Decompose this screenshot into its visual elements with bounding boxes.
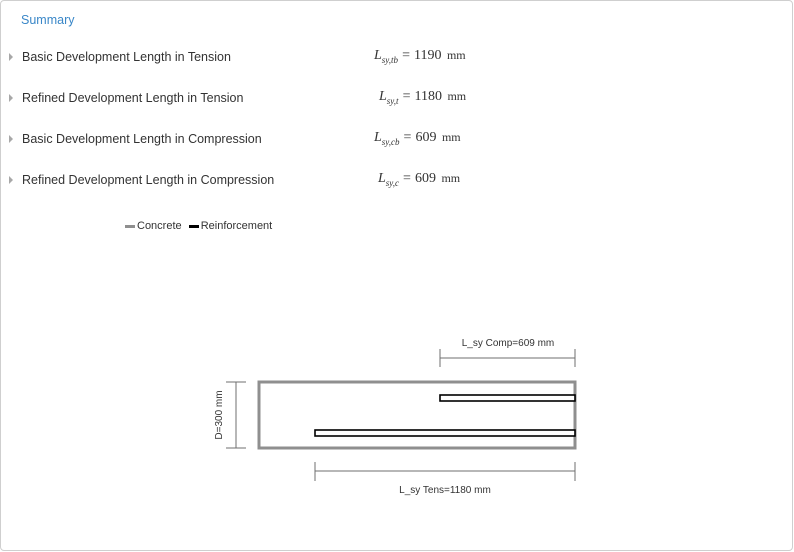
formula-unit: mm <box>447 89 467 103</box>
formula-unit: mm <box>441 130 461 144</box>
compression-length-label: L_sy Comp=609 mm <box>461 338 555 349</box>
legend-label: Reinforcement <box>200 220 273 232</box>
tension-bar <box>315 430 575 436</box>
formula-symbol: L <box>379 89 387 104</box>
legend-label: Concrete <box>137 220 182 232</box>
formula-subscript: sy,cb <box>381 136 400 147</box>
formula-symbol: L <box>378 171 386 186</box>
row-formula: $L_{sy,c} = 609$ mm <box>378 171 461 188</box>
row-formula: $L_{sy,cb} = 609$ mm <box>374 130 461 147</box>
compression-length-dimension <box>440 338 575 367</box>
formula-symbol: L <box>374 130 382 145</box>
depth-label: D=300 mm <box>214 390 225 440</box>
row-label: Basic Development Length in Tension <box>22 50 231 64</box>
row-label: Basic Development Length in Compression <box>22 132 262 146</box>
tension-length-dimension <box>315 462 575 496</box>
formula-value: 1180 <box>414 89 442 104</box>
formula-symbol: L <box>374 48 382 63</box>
formula-value: 609 <box>415 130 437 145</box>
row-label: Refined Development Length in Tension <box>22 91 244 105</box>
formula-subscript: sy,c <box>385 177 400 188</box>
concrete-section <box>259 382 575 448</box>
formula-unit: mm <box>446 48 466 62</box>
row-label: Refined Development Length in Compression <box>22 173 275 187</box>
summary-title: Summary <box>21 13 75 27</box>
formula-value: 1190 <box>413 48 442 63</box>
compression-bar <box>440 395 575 401</box>
formula-subscript: sy,t <box>386 95 399 106</box>
formula-unit: mm <box>441 171 461 185</box>
tension-length-label: L_sy Tens=1180 mm <box>399 485 491 496</box>
formula-subscript: sy,tb <box>381 54 399 65</box>
formula-value: 609 <box>414 171 436 186</box>
row-formula: $L_{sy,t} = 1180$ mm <box>379 89 467 106</box>
depth-dimension <box>214 382 246 448</box>
row-formula: $L_{sy,tb} = 1190$ mm <box>374 48 466 65</box>
